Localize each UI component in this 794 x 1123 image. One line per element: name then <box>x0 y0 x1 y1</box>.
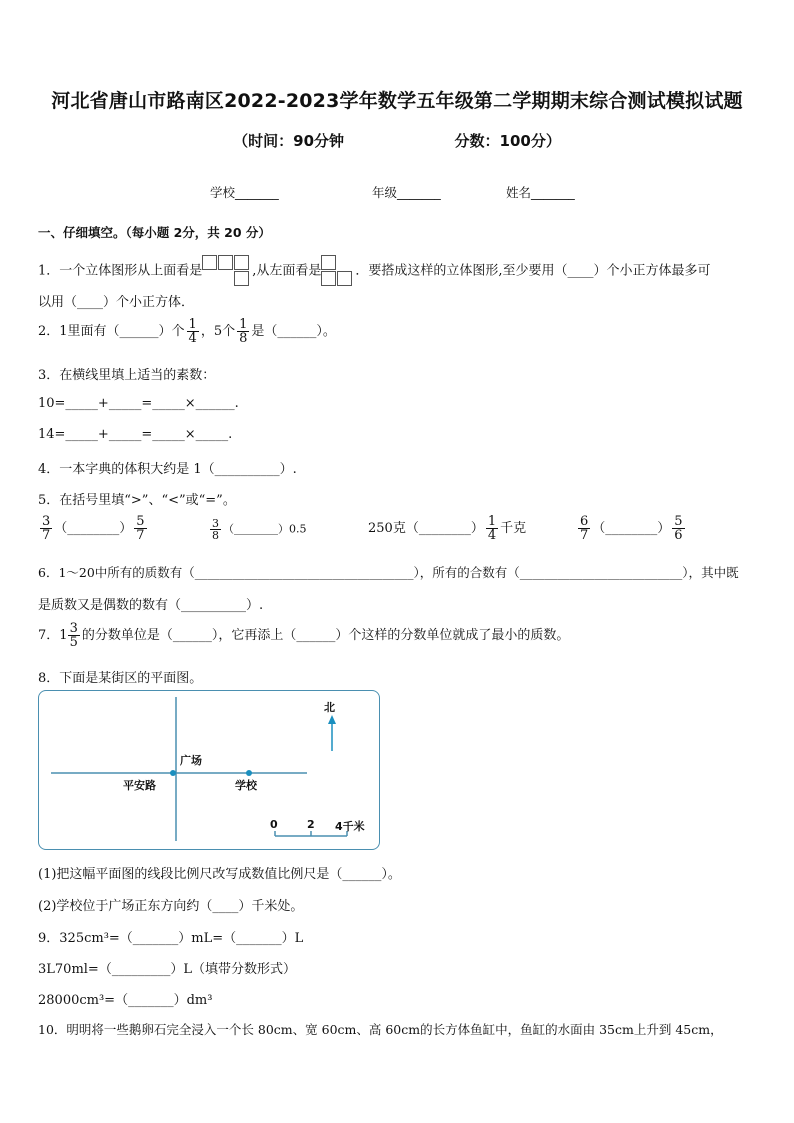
question-10: 10．明明将一些鹅卵石完全浸入一个长 80cm、宽 60cm、高 60cm的长方体鱼缸中，鱼缸的水面由 35cm上升到 45cm， <box>38 1022 723 1037</box>
q2-text-a: 2．1里面有（______）个 <box>38 324 185 339</box>
q5-item-4: $\frac{6}{7}$ （________） $\frac{5}{6}$ <box>580 514 683 543</box>
q9-line-2: 3L70ml=（_________）L（填带分数形式） <box>38 962 296 977</box>
top-view-figure <box>202 255 252 287</box>
name-field[interactable]: 姓名_______ <box>506 185 575 200</box>
q1-text-c: ．要搭成这样的立体图形,至少要用（____）个小正方体最多可 <box>355 263 711 279</box>
plaza-label: 广场 <box>180 754 202 767</box>
school-point <box>246 770 252 776</box>
q1-text-d: 以用（____）个小正方体． <box>38 295 195 310</box>
scale-0: 0 <box>270 818 278 831</box>
plaza-point <box>170 770 176 776</box>
q3-line-10: 10=_____+_____=_____×______. <box>38 396 239 411</box>
q1-text-a: 1．一个立体图形从上面看是 <box>38 263 203 279</box>
scale-2: 2 <box>307 818 315 831</box>
q3-line-14: 14=_____+_____=_____×_____. <box>38 427 233 442</box>
exam-meta <box>0 130 794 151</box>
q5-item-3: 250克（________） $\frac{1}{4}$ 千克 <box>368 514 527 543</box>
scale-4km: 4千米 <box>335 820 365 833</box>
question-7: 7．1 $\frac{3}{5}$ 的分数单位是（______），它再添上（______）个这样的分数单位就成了最小的质数。 <box>38 621 570 650</box>
score-text: 分数：100分） <box>454 132 561 150</box>
q5-item-1: $\frac{3}{7}$ （________） $\frac{5}{7}$ <box>42 514 145 543</box>
q9-line-3: 28000cm³=（_______）dm³ <box>38 993 213 1008</box>
school-field[interactable]: 学校_______ <box>210 185 279 200</box>
q8-prompt: 8．下面是某街区的平面图。 <box>38 671 203 686</box>
school-label: 学校 <box>235 779 257 792</box>
north-label: 北 <box>324 701 335 714</box>
street-map <box>38 690 380 850</box>
q5-prompt: 5．在括号里填“>”、“<”或“=”。 <box>38 493 236 508</box>
time-text: （时间：90分钟 <box>233 132 345 150</box>
fraction: $\frac{1}{8}$ <box>239 317 248 346</box>
grade-field[interactable]: 年级_______ <box>372 185 441 200</box>
section-heading: 一、仔细填空。（每小题 2分，共 20 分） <box>38 225 271 240</box>
page-title: 河北省唐山市路南区2022-2023学年数学五年级第二学期期末综合测试模拟试题 <box>51 90 743 112</box>
mixed-number: 1 $\frac{3}{5}$ <box>59 621 78 650</box>
question-4: 4．一本字典的体积大约是 1（__________）. <box>38 462 297 477</box>
q3-prompt: 3．在横线里填上适当的素数： <box>38 368 216 383</box>
left-view-figure <box>321 255 355 287</box>
q2-text-c: 是（______）。 <box>251 324 336 339</box>
q8-part-1: (1)把这幅平面图的线段比例尺改写成数值比例尺是（______）。 <box>38 867 401 882</box>
question-1 <box>38 255 711 287</box>
question-6-line-2: 是质数又是偶数的数有（__________）. <box>38 598 264 613</box>
q5-item-2: $\frac{3}{8}$ （________）0.5 <box>212 517 307 542</box>
question-6-line-1: 6．1～20中所有的质数有（___________________________________），所有的合数有（__________________________），其中既 <box>38 565 739 580</box>
q1-text-b: ,从左面看是 <box>252 263 322 279</box>
question-2 <box>38 318 336 345</box>
q9-line-1: 9．325cm³=（_______）mL=（_______）L <box>38 931 304 946</box>
road-label: 平安路 <box>123 779 156 792</box>
q8-part-2: (2)学校位于广场正东方向约（____）千米处。 <box>38 899 304 914</box>
q2-text-b: ，5个 <box>200 324 236 339</box>
fraction: $\frac{1}{4}$ <box>188 317 197 346</box>
